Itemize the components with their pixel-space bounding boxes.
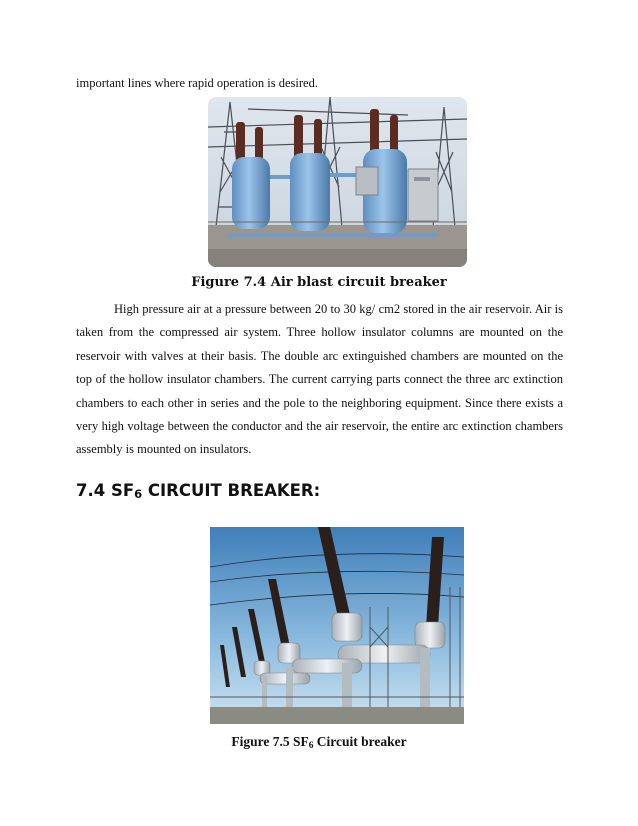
- paragraph-text: High pressure air at a pressure between 20 to 30 kg/ cm2 stored in the air reservoir. Air is taken from the compressed air system. Three hollow insulator columns are mounted on the reservoir with valves at their basis. The double arc extinguished chambers are mounted on the top of the hollow insulator chambers. The current carrying parts connect the three arc extinction chambers to each other in series and the pole to the neighboring equipment. Since there exists a very high voltage between the conductor and the air reservoir, the entire arc extinction chambers assembly is mounted on insulators.: [76, 302, 563, 457]
- heading-prefix: 7.4 SF: [76, 481, 135, 500]
- figure-7-5-caption: [0, 734, 638, 751]
- section-heading: [76, 481, 320, 501]
- sf6-breaker-photo: [210, 527, 464, 724]
- caption-suffix: Circuit breaker: [313, 734, 407, 749]
- caption-subscript: 6: [308, 741, 314, 751]
- body-paragraph: [76, 298, 563, 462]
- heading-subscript: 6: [134, 487, 143, 501]
- heading-suffix: CIRCUIT BREAKER:: [142, 481, 321, 500]
- intro-line: important lines where rapid operation is desired.: [76, 76, 318, 90]
- caption-prefix: Figure 7.5 SF: [231, 734, 309, 749]
- air-blast-breaker-photo: [208, 97, 467, 267]
- figure-7-4-caption: Figure 7.4 Air blast circuit breaker: [191, 275, 447, 290]
